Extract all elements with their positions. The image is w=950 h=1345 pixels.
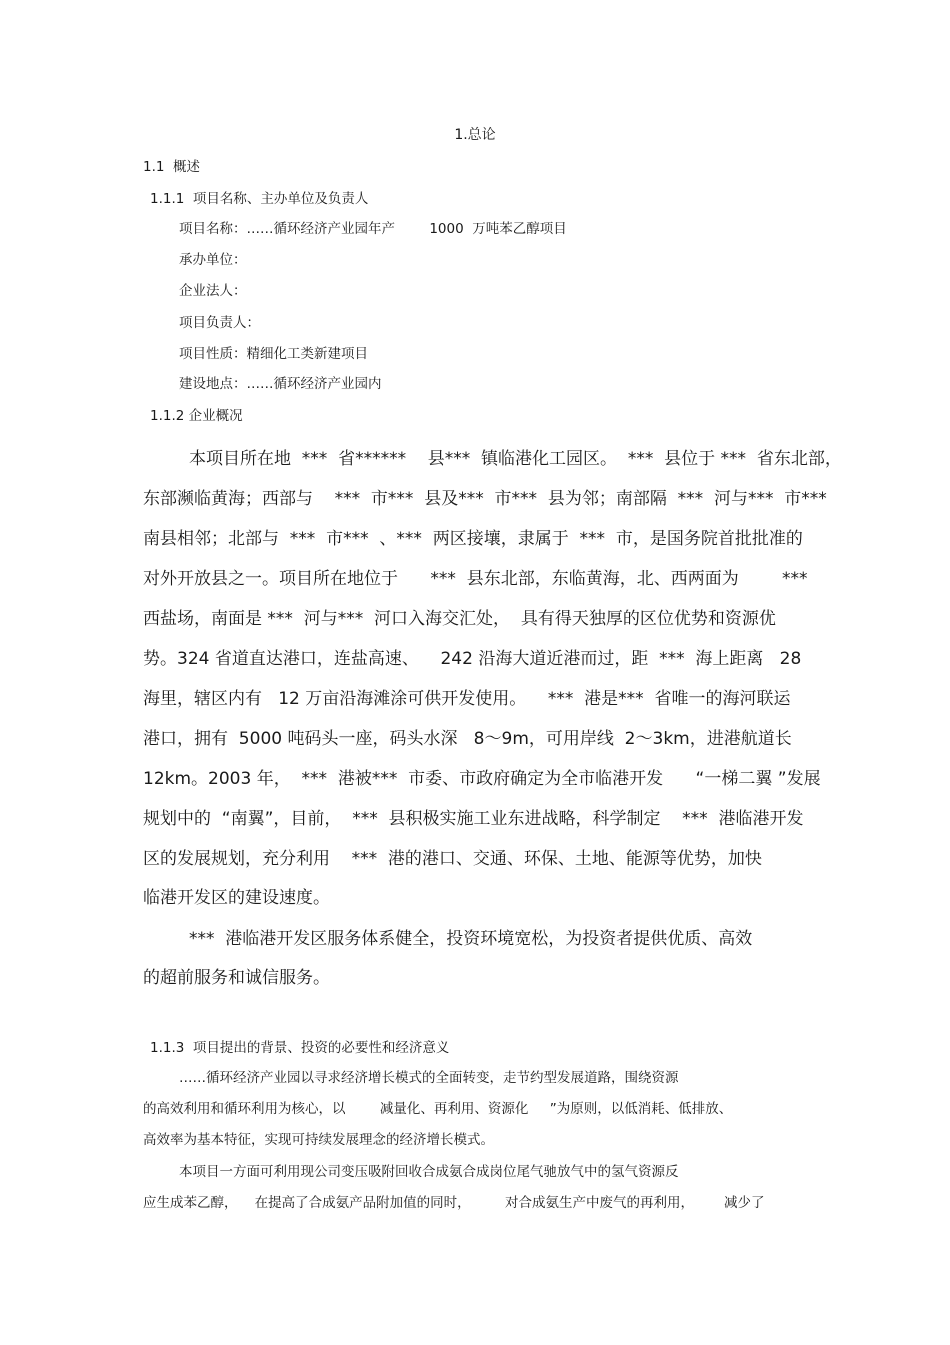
paragraph-line: 规划中的 “南翼”，目前， *** 县积极实施工业东进战略，科学制定 *** 港临港开发 (143, 809, 804, 829)
paragraph-line: 临港开发区的建设速度。 (143, 888, 330, 908)
section-heading-1-1-2: 1.1.2 企业概况 (150, 408, 243, 424)
paragraph-line: ……循环经济产业园以寻求经济增长模式的全面转变，走节约型发展道路，围绕资源 (179, 1070, 679, 1086)
info-project-name: 项目名称：……循环经济产业园年产 1000 万吨苯乙醇项目 (179, 221, 567, 237)
paragraph-line: *** 港临港开发区服务体系健全，投资环境宽松，为投资者提供优质、高效 (189, 929, 753, 949)
info-project-leader: 项目负责人： (179, 315, 260, 331)
paragraph-line: 本项目所在地 *** 省****** 县*** 镇临港化工园区。 *** 县位于 *** 省东北部， (189, 449, 842, 469)
section-heading-1-1: 1.1 概述 (143, 159, 201, 175)
info-legal-person: 企业法人： (179, 283, 247, 299)
paragraph-line: 区的发展规划，充分利用 *** 港的港口、交通、环保、土地、能源等优势，加快 (143, 849, 762, 869)
paragraph-line: 12km。2003 年， *** 港被*** 市委、市政府确定为全市临港开发 “一梯二翼 ”发展 (143, 769, 821, 789)
paragraph-line: 本项目一方面可利用现公司变压吸附回收合成氨合成岗位尾气驰放气中的氢气资源反 (179, 1164, 679, 1180)
info-host-unit: 承办单位： (179, 252, 247, 268)
paragraph-line: 的高效利用和循环利用为核心，以 减量化、再利用、资源化 ”为原则，以低消耗、低排放、 (143, 1101, 733, 1117)
info-location: 建设地点：……循环经济产业园内 (179, 376, 382, 392)
paragraph-line: 港口，拥有 5000 吨码头一座，码头水深 8～9m，可用岸线 2～3km，进港航道长 (143, 729, 792, 749)
paragraph-line: 对外开放县之一。项目所在地位于 *** 县东北部，东临黄海，北、西两面为 *** (143, 569, 808, 589)
paragraph-line: 西盐场，南面是 *** 河与*** 河口入海交汇处， 具有得天独厚的区位优势和资源优 (143, 609, 776, 629)
section-heading-1-1-1: 1.1.1 项目名称、主办单位及负责人 (150, 191, 369, 207)
paragraph-line: 的超前服务和诚信服务。 (143, 968, 330, 988)
section-heading-1-1-3: 1.1.3 项目提出的背景、投资的必要性和经济意义 (150, 1040, 450, 1056)
paragraph-line: 东部濒临黄海；西部与 *** 市*** 县及*** 市*** 县为邻；南部隔 *** 河与*** 市*** (143, 489, 827, 509)
info-project-nature: 项目性质：精细化工类新建项目 (179, 346, 368, 362)
paragraph-line: 海里，辖区内有 12 万亩沿海滩涂可供开发使用。 *** 港是*** 省唯一的海河联运 (143, 689, 791, 709)
paragraph-line: 应生成苯乙醇， 在提高了合成氨产品附加值的同时， 对合成氨生产中废气的再利用， 减少了 (143, 1195, 765, 1211)
paragraph-line: 势。324 省道直达港口，连盐高速、 242 沿海大道近港而过，距 *** 海上距离 28 (143, 649, 802, 669)
paragraph-line: 高效率为基本特征，实现可持续发展理念的经济增长模式。 (143, 1132, 494, 1148)
chapter-title: 1.总论 (454, 127, 496, 143)
paragraph-line: 南县相邻；北部与 *** 市*** 、*** 两区接壤，隶属于 *** 市，是国务院首批批准的 (143, 529, 803, 549)
